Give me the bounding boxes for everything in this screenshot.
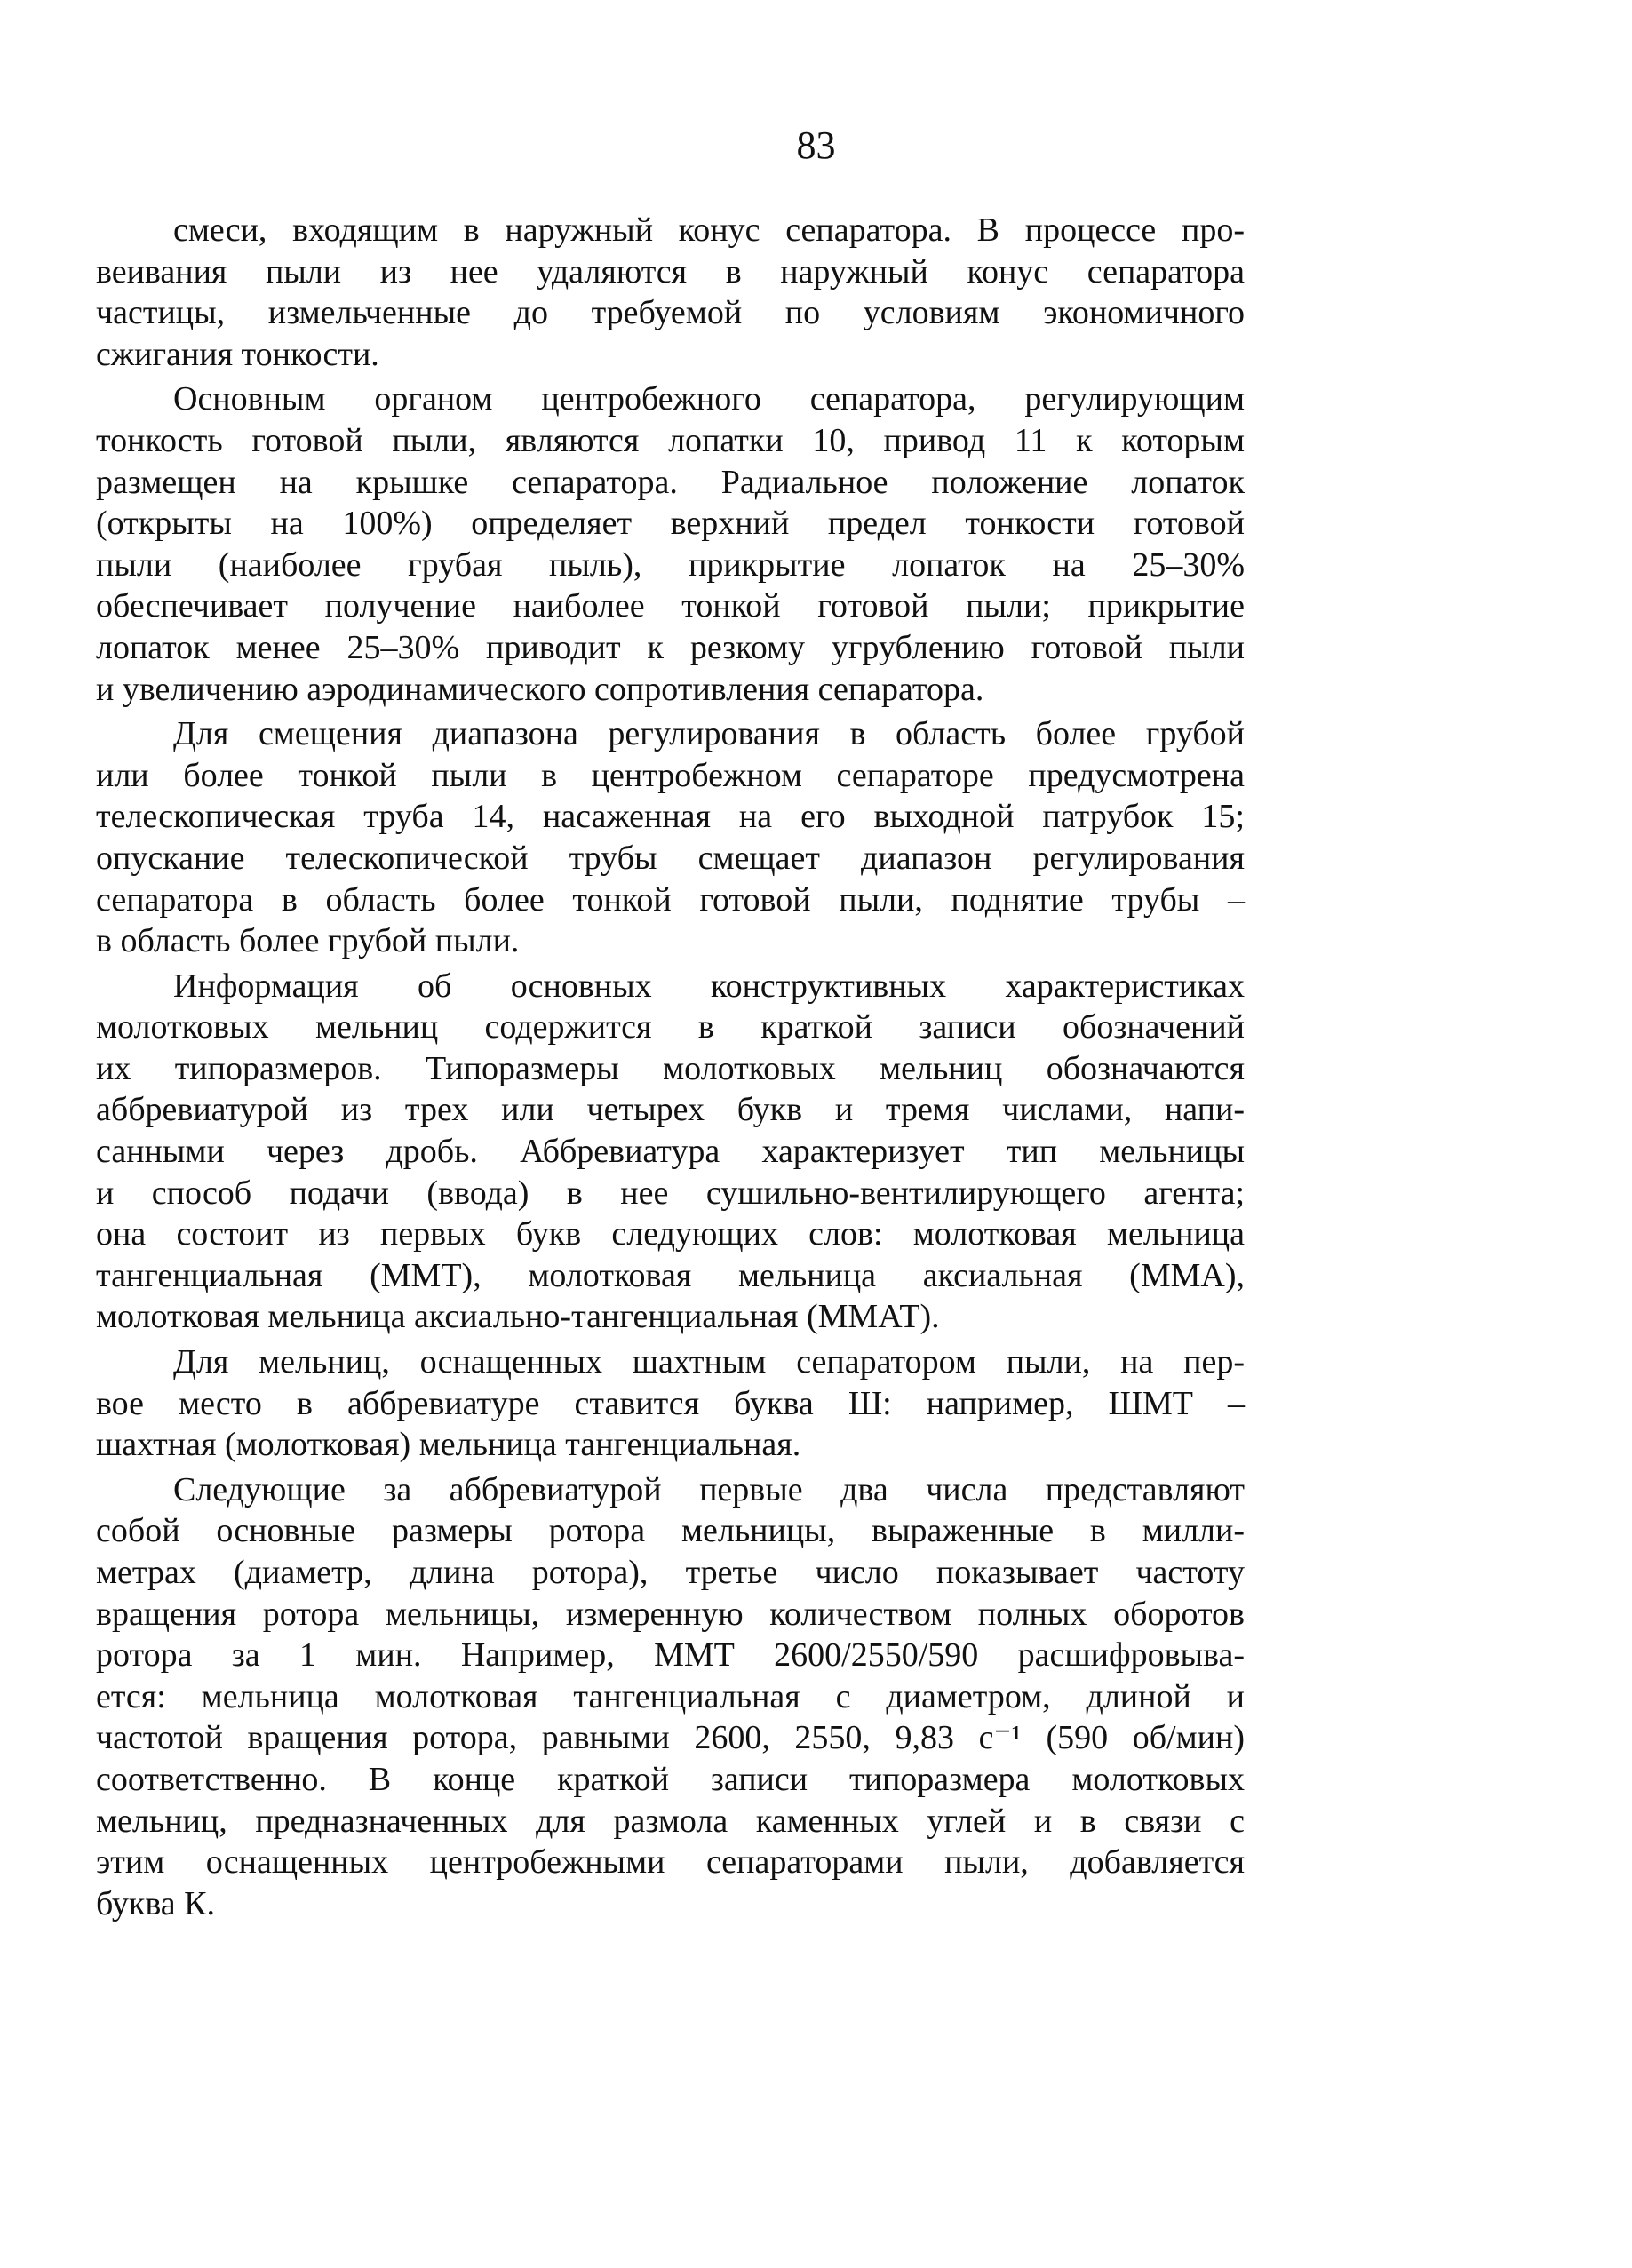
paragraph [96, 378, 1245, 710]
text-line: лопаток менее 25–30% приводит к резкому угрублению готовой пыли [96, 628, 1245, 666]
text-line: частотой вращения ротора, равными 2600, 2550, 9,83 с⁻¹ (590 об/мин) [96, 1719, 1245, 1757]
text-line: ется: мельница молотковая тангенциальная с диаметром, длиной и [96, 1677, 1245, 1715]
text-line: соответственно. В конце краткой записи типоразмера молотковых [96, 1760, 1245, 1798]
text-line: и способ подачи (ввода) в нее сушильно-вентилирующего агента; [96, 1174, 1245, 1212]
text-line: сепаратора в область более тонкой готовой пыли, поднятие трубы – [96, 880, 1245, 919]
text-line: Следующие за аббревиатурой первые два числа представляют [173, 1470, 1245, 1508]
page-number: 83 [796, 123, 836, 167]
text-line: смеси, входящим в наружный конус сепаратора. В процессе про- [173, 211, 1245, 249]
text-line: молотковых мельниц содержится в краткой записи обозначений [96, 1008, 1245, 1046]
text-line: веивания пыли из нее удаляются в наружный конус сепаратора [96, 252, 1245, 290]
text-line: буква К. [96, 1884, 216, 1922]
paragraph [96, 713, 1245, 962]
text-line: этим оснащенных центробежными сепараторами пыли, добавляется [96, 1843, 1245, 1882]
text-line: Основным органом центробежного сепаратора, регулирующим [173, 380, 1245, 418]
text-line: их типоразмеров. Типоразмеры молотковых мельниц обозначаются [96, 1049, 1245, 1087]
text-line: размещен на крышке сепаратора. Радиальное положение лопаток [96, 463, 1245, 501]
paragraph [96, 1469, 1245, 1925]
text-line: мельниц, предназначенных для размола каменных углей и в связи с [96, 1802, 1245, 1840]
text-line: пыли (наиболее грубая пыль), прикрытие лопаток на 25–30% [96, 545, 1245, 584]
text-line: санными через дробь. Аббревиатура характеризует тип мельницы [96, 1133, 1245, 1171]
text-line: вое место в аббревиатуре ставится буква Ш: например, ШМТ – [96, 1384, 1245, 1422]
text-line: аббревиатурой из трех или четырех букв и тремя числами, напи- [96, 1091, 1245, 1129]
text-line: частицы, измельченные до требуемой по условиям экономичного [96, 294, 1245, 332]
text-line: (открыты на 100%) определяет верхний предел тонкости готовой [96, 505, 1245, 543]
text-line: обеспечивает получение наиболее тонкой готовой пыли; прикрытие [96, 587, 1245, 625]
body-text [96, 210, 1245, 1928]
paragraph [96, 210, 1245, 375]
text-line: Для мельниц, оснащенных шахтным сепаратором пыли, на пер- [173, 1343, 1245, 1381]
text-line: Информация об основных конструктивных характеристиках [173, 967, 1245, 1005]
text-line: тангенциальная (ММТ), молотковая мельница аксиальная (ММА), [96, 1256, 1245, 1294]
text-line: или более тонкой пыли в центробежном сепараторе предусмотрена [96, 756, 1245, 794]
paragraph [96, 1341, 1245, 1466]
text-line: и увеличению аэродинамического сопротивления сепаратора. [96, 670, 984, 708]
text-line: в область более грубой пыли. [96, 922, 520, 960]
text-line: шахтная (молотковая) мельница тангенциальная. [96, 1426, 801, 1464]
text-line: сжигания тонкости. [96, 335, 379, 373]
text-line: тонкость готовой пыли, являются лопатки 10, привод 11 к которым [96, 421, 1245, 459]
text-line: Для смещения диапазона регулирования в область более грубой [173, 715, 1245, 753]
text-line: ротора за 1 мин. Например, ММТ 2600/2550/590 расшифровыва- [96, 1636, 1245, 1675]
text-line: метрах (диаметр, длина ротора), третье число показывает частоту [96, 1554, 1245, 1591]
text-line: опускание телескопической трубы смещает диапазон регулирования [96, 839, 1245, 877]
text-line: собой основные размеры ротора мельницы, выраженные в милли- [96, 1512, 1245, 1550]
text-line: вращения ротора мельницы, измеренную количеством полных оборотов [96, 1595, 1245, 1633]
text-line: молотковая мельница аксиально-тангенциальная (ММАТ). [96, 1298, 940, 1336]
paragraph [96, 966, 1245, 1338]
text-line: она состоит из первых букв следующих слов: молотковая мельница [96, 1215, 1245, 1253]
text-line: телескопическая труба 14, насаженная на его выходной патрубок 15; [96, 798, 1245, 836]
